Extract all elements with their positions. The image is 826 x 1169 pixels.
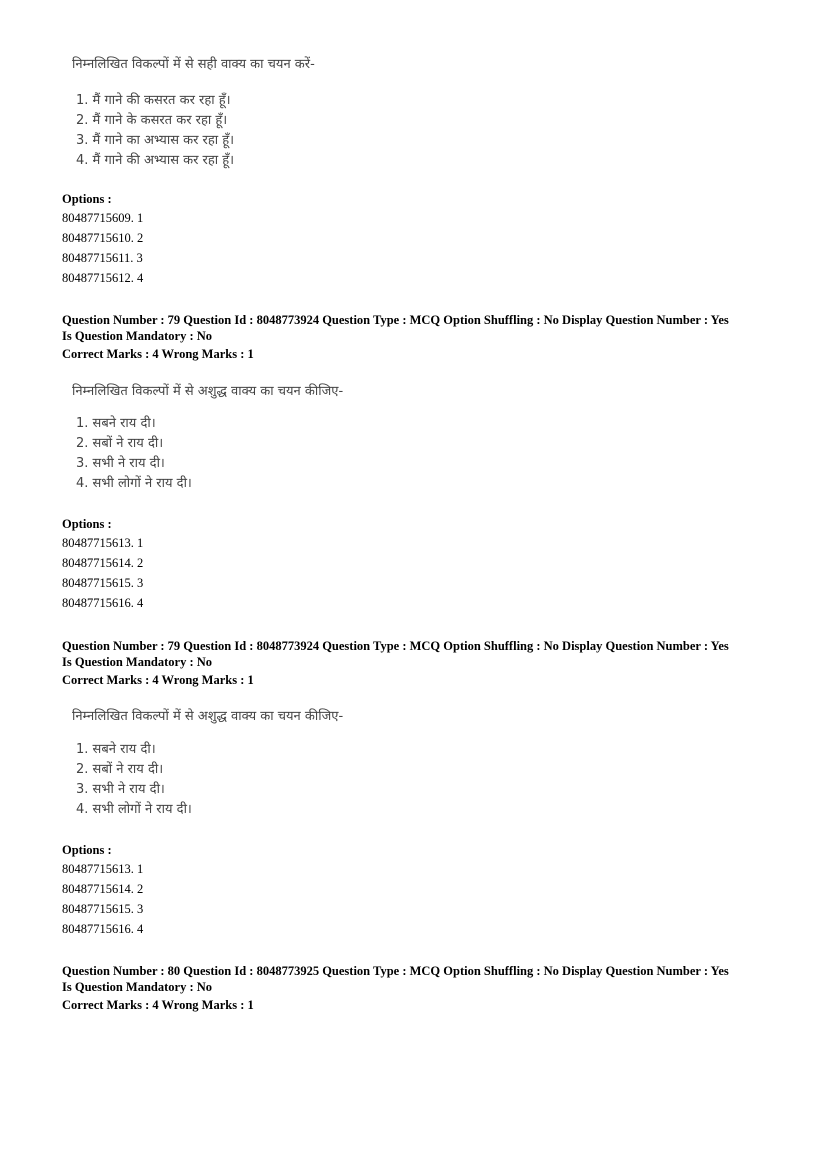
options-label: Options : bbox=[62, 843, 112, 857]
question-prompt: निम्नलिखित विकल्पों में से सही वाक्य का चयन करें- bbox=[72, 57, 315, 72]
option-line: 80487715616. 4 bbox=[62, 922, 144, 936]
question-mandatory: Is Question Mandatory : No bbox=[62, 329, 213, 343]
question-prompt: निम्नलिखित विकल्पों में से अशुद्ध वाक्य का चयन कीजिए- bbox=[72, 709, 344, 724]
choice-item: 4. सभी लोगों ने राय दी। bbox=[76, 802, 192, 817]
option-line: 80487715614. 2 bbox=[62, 882, 144, 896]
question-mandatory: Is Question Mandatory : No bbox=[62, 655, 213, 669]
option-line: 80487715613. 1 bbox=[62, 536, 144, 550]
option-line: 80487715611. 3 bbox=[62, 251, 143, 265]
choice-item: 2. सबों ने राय दी। bbox=[76, 762, 164, 777]
question-prompt: निम्नलिखित विकल्पों में से अशुद्ध वाक्य का चयन कीजिए- bbox=[72, 384, 344, 399]
choice-item: 2. सबों ने राय दी। bbox=[76, 436, 164, 451]
choice-item: 3. सभी ने राय दी। bbox=[76, 456, 165, 471]
choice-item: 1. सबने राय दी। bbox=[76, 416, 156, 431]
choice-item: 3. मैं गाने का अभ्यास कर रहा हूँ। bbox=[76, 133, 235, 148]
option-line: 80487715612. 4 bbox=[62, 271, 144, 285]
choice-item: 1. सबने राय दी। bbox=[76, 742, 156, 757]
question-marks: Correct Marks : 4 Wrong Marks : 1 bbox=[62, 347, 254, 361]
options-label: Options : bbox=[62, 517, 112, 531]
question-header-line: Question Number : 79 Question Id : 8048773924 Question Type : MCQ Option Shuffling : No Display Question Number : Yes bbox=[62, 639, 729, 653]
question-header-line: Question Number : 79 Question Id : 8048773924 Question Type : MCQ Option Shuffling : No Display Question Number : Yes bbox=[62, 313, 729, 327]
option-line: 80487715609. 1 bbox=[62, 211, 144, 225]
question-header-line: Question Number : 80 Question Id : 8048773925 Question Type : MCQ Option Shuffling : No Display Question Number : Yes bbox=[62, 964, 729, 978]
choice-item: 4. सभी लोगों ने राय दी। bbox=[76, 476, 192, 491]
question-marks: Correct Marks : 4 Wrong Marks : 1 bbox=[62, 673, 254, 687]
option-line: 80487715614. 2 bbox=[62, 556, 144, 570]
options-label: Options : bbox=[62, 192, 112, 206]
option-line: 80487715616. 4 bbox=[62, 596, 144, 610]
question-marks: Correct Marks : 4 Wrong Marks : 1 bbox=[62, 998, 254, 1012]
question-mandatory: Is Question Mandatory : No bbox=[62, 980, 213, 994]
choice-item: 2. मैं गाने के कसरत कर रहा हूँ। bbox=[76, 113, 228, 128]
option-line: 80487715613. 1 bbox=[62, 862, 144, 876]
choice-item: 4. मैं गाने की अभ्यास कर रहा हूँ। bbox=[76, 153, 235, 168]
option-line: 80487715615. 3 bbox=[62, 902, 144, 916]
choice-item: 1. मैं गाने की कसरत कर रहा हूँ। bbox=[76, 93, 231, 108]
option-line: 80487715615. 3 bbox=[62, 576, 144, 590]
option-line: 80487715610. 2 bbox=[62, 231, 144, 245]
choice-item: 3. सभी ने राय दी। bbox=[76, 782, 165, 797]
